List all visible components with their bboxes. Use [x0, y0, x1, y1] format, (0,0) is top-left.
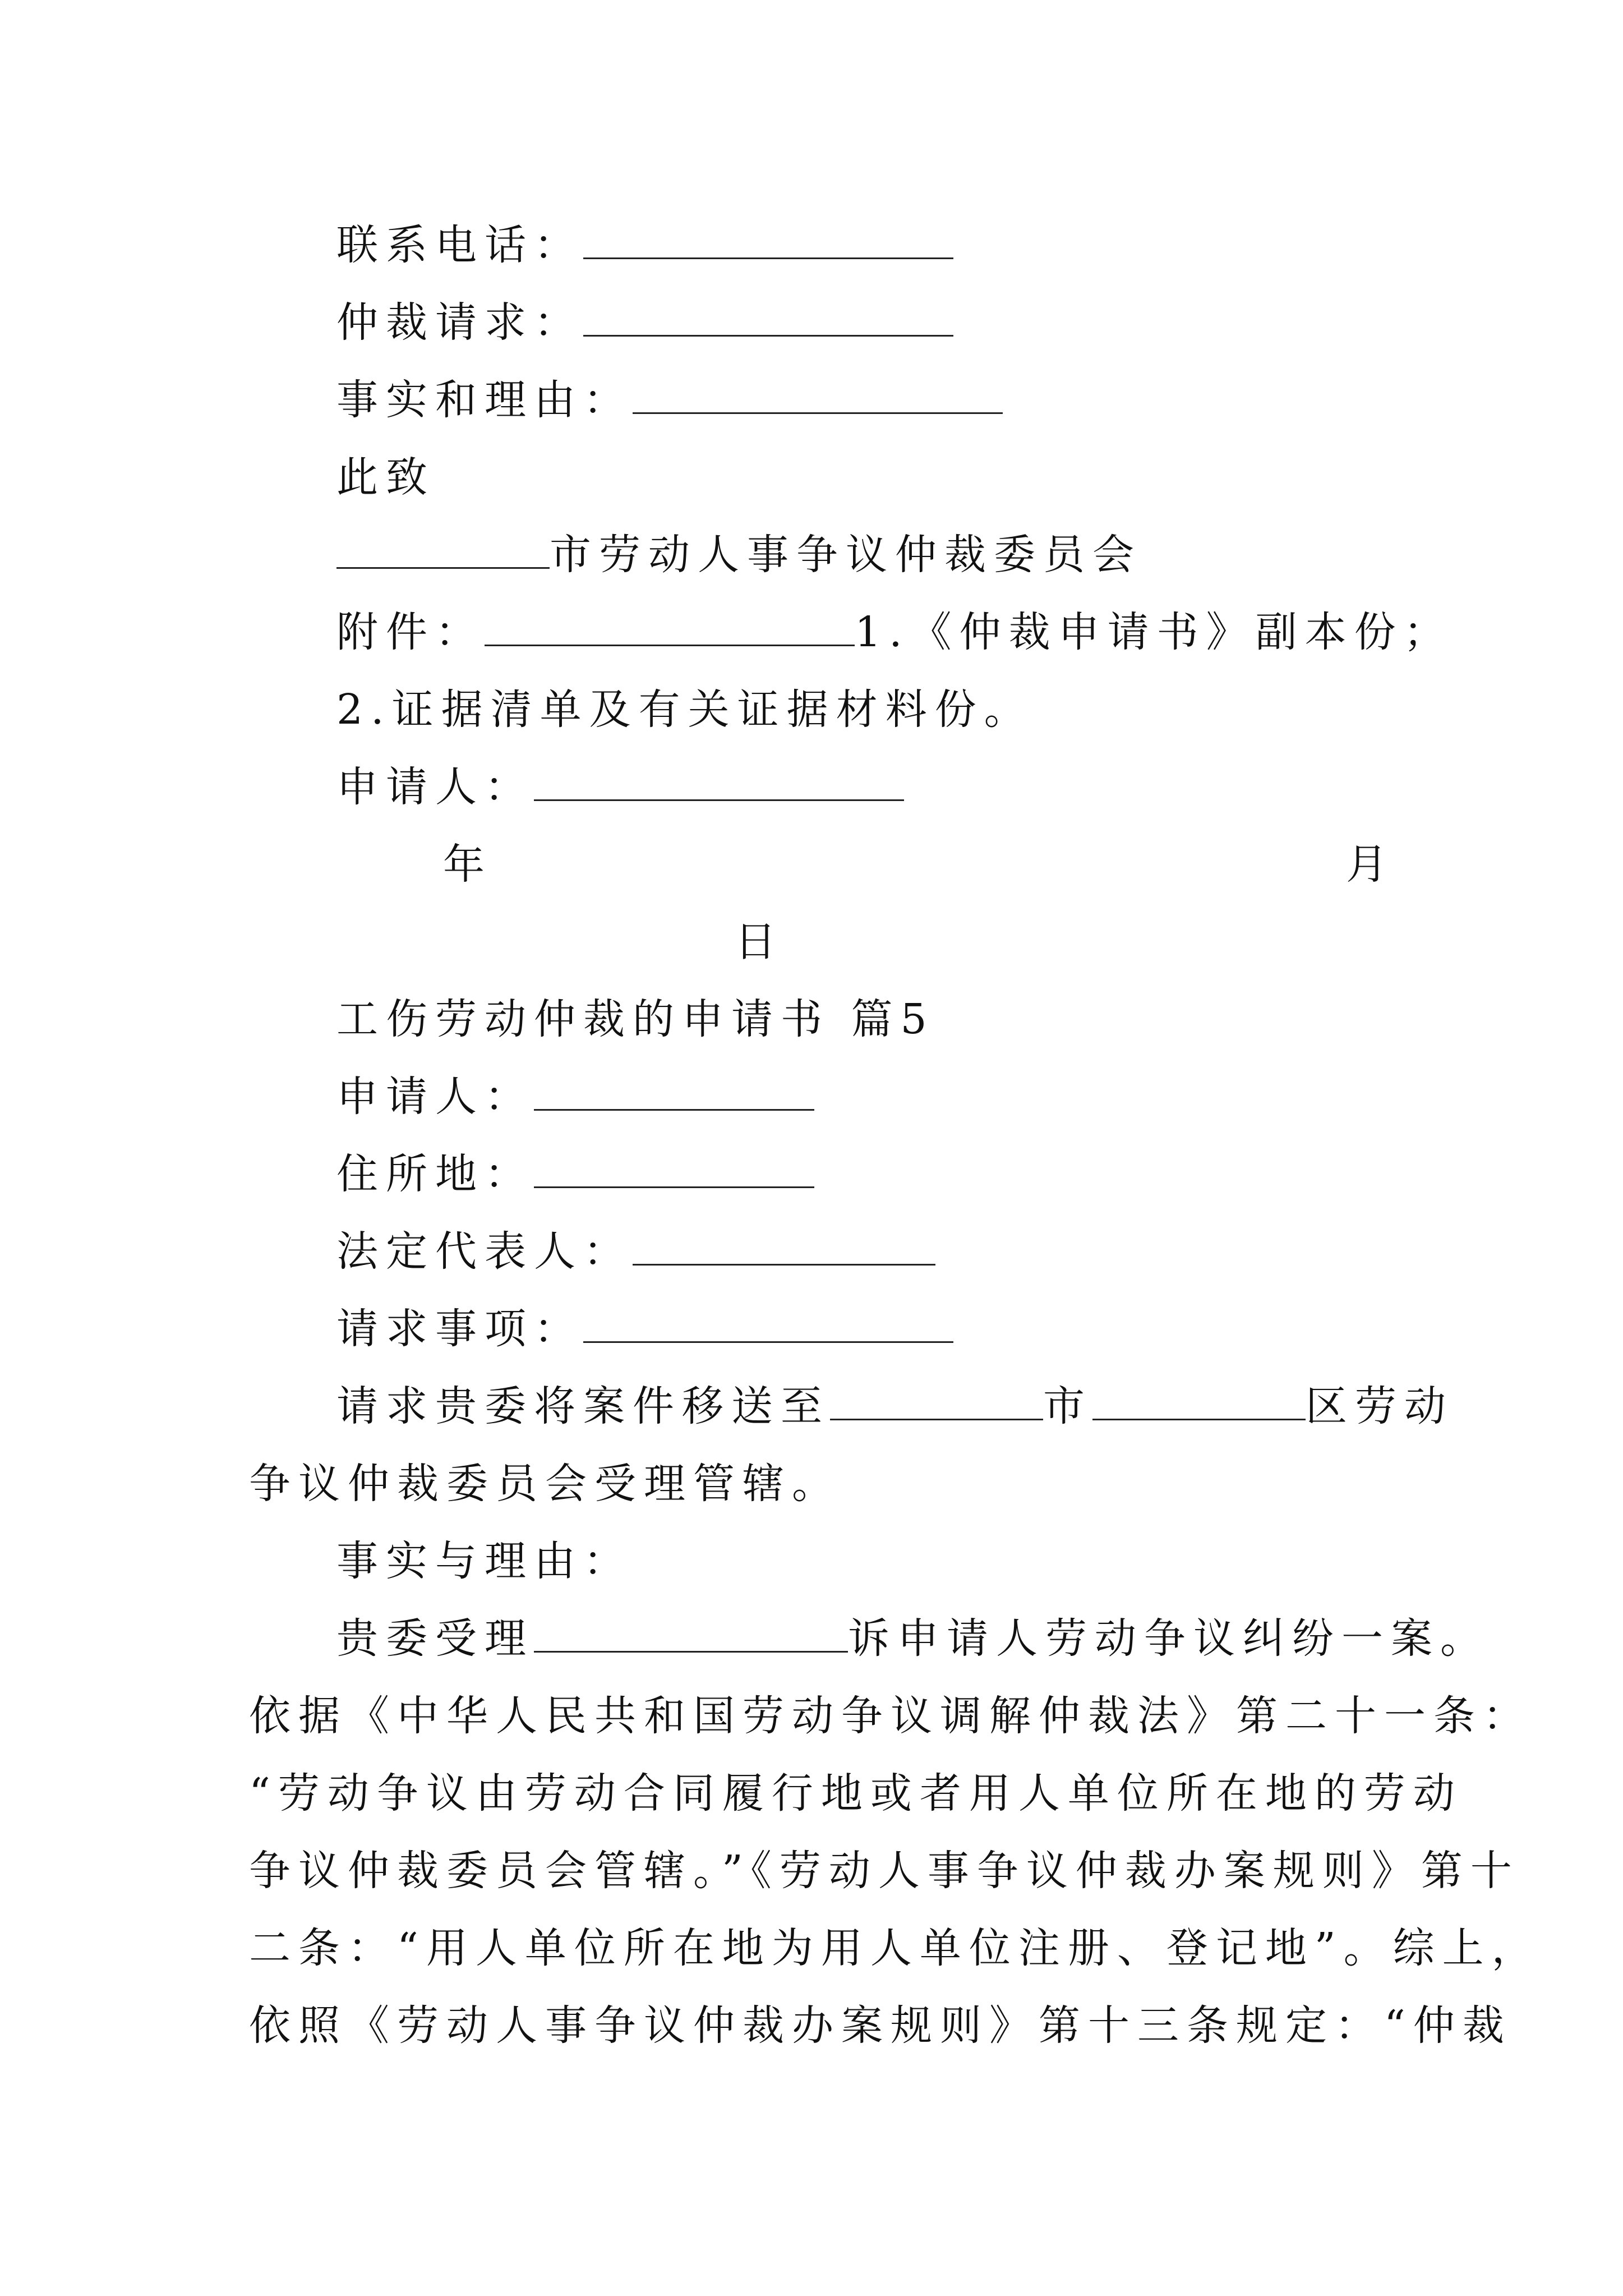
applicant-line: [336, 763, 904, 811]
body-prefix: 贵委受理: [336, 1614, 534, 1663]
body-line-1: [336, 1614, 1490, 1663]
request-line-1: [336, 1382, 1454, 1430]
phone-blank[interactable]: [583, 226, 953, 259]
phone-label: 联系电话：: [336, 221, 583, 269]
matters-blank[interactable]: [583, 1310, 953, 1343]
applicant-label: 申请人：: [336, 763, 534, 811]
address-line: [336, 1150, 814, 1198]
legal-rep-blank[interactable]: [633, 1232, 935, 1266]
committee-line: [336, 531, 1142, 579]
salutation: 此致: [336, 453, 435, 501]
attachment-label: 附件：: [336, 608, 485, 656]
facts-line: [336, 376, 1003, 424]
matters-label: 请求事项：: [336, 1305, 583, 1353]
phone-line: [336, 221, 953, 269]
address-label: 住所地：: [336, 1150, 534, 1198]
b-applicant-label: 申请人：: [336, 1073, 534, 1121]
legal-rep-line: [336, 1227, 935, 1276]
request-line-2: 争议仲裁委员会受理管辖。: [249, 1460, 841, 1508]
date-month: 月: [1346, 840, 1395, 889]
attachment-item-1: 1.《仲裁申请书》副本份；: [855, 608, 1453, 656]
section-heading: 工伤劳动仲裁的申请书 篇5: [336, 995, 935, 1043]
reason-label: 事实与理由：: [336, 1537, 633, 1585]
request-district-suffix: 区劳动: [1306, 1382, 1454, 1430]
body-line-5: 二条：“用人单位所在地为用人单位注册、登记地”。综上，: [249, 1924, 1541, 1972]
claim-line: [336, 298, 953, 347]
request-city-label: 市: [1043, 1382, 1092, 1430]
address-blank[interactable]: [534, 1155, 814, 1188]
committee-suffix: 市劳动人事争议仲裁委员会: [550, 531, 1142, 579]
request-district-blank[interactable]: [1092, 1387, 1306, 1420]
attachment-blank[interactable]: [485, 613, 855, 646]
facts-label: 事实和理由：: [336, 376, 633, 424]
body-line-6: 依照《劳动人事争议仲裁办案规则》第十三条规定：“仲裁: [249, 2001, 1512, 2050]
request-city-blank[interactable]: [830, 1387, 1043, 1420]
b-applicant-line: [336, 1073, 814, 1121]
claim-blank[interactable]: [583, 303, 953, 337]
claim-label: 仲裁请求：: [336, 298, 583, 347]
respondent-blank[interactable]: [534, 1619, 848, 1653]
applicant-blank[interactable]: [534, 768, 904, 801]
body-line-4: 争议仲裁委员会管辖。”《劳动人事争议仲裁办案规则》第十: [249, 1847, 1520, 1895]
facts-blank[interactable]: [633, 381, 1003, 414]
attachment-line: [336, 608, 1453, 656]
matters-line: [336, 1305, 953, 1353]
body-line-2: 依据《中华人民共和国劳动争议调解仲裁法》第二十一条：: [249, 1692, 1532, 1740]
attachment-item-2: 2.证据清单及有关证据材料份。: [336, 685, 1034, 734]
date-year: 年: [443, 840, 492, 889]
committee-city-blank[interactable]: [336, 536, 550, 569]
date-day: 日: [735, 918, 784, 966]
body-suffix: 诉申请人劳动争议纠纷一案。: [848, 1614, 1490, 1663]
legal-rep-label: 法定代表人：: [336, 1227, 633, 1276]
request-prefix: 请求贵委将案件移送至: [336, 1382, 830, 1430]
body-line-3: “劳动争议由劳动合同履行地或者用人单位所在地的劳动: [249, 1769, 1463, 1818]
b-applicant-blank[interactable]: [534, 1078, 814, 1111]
